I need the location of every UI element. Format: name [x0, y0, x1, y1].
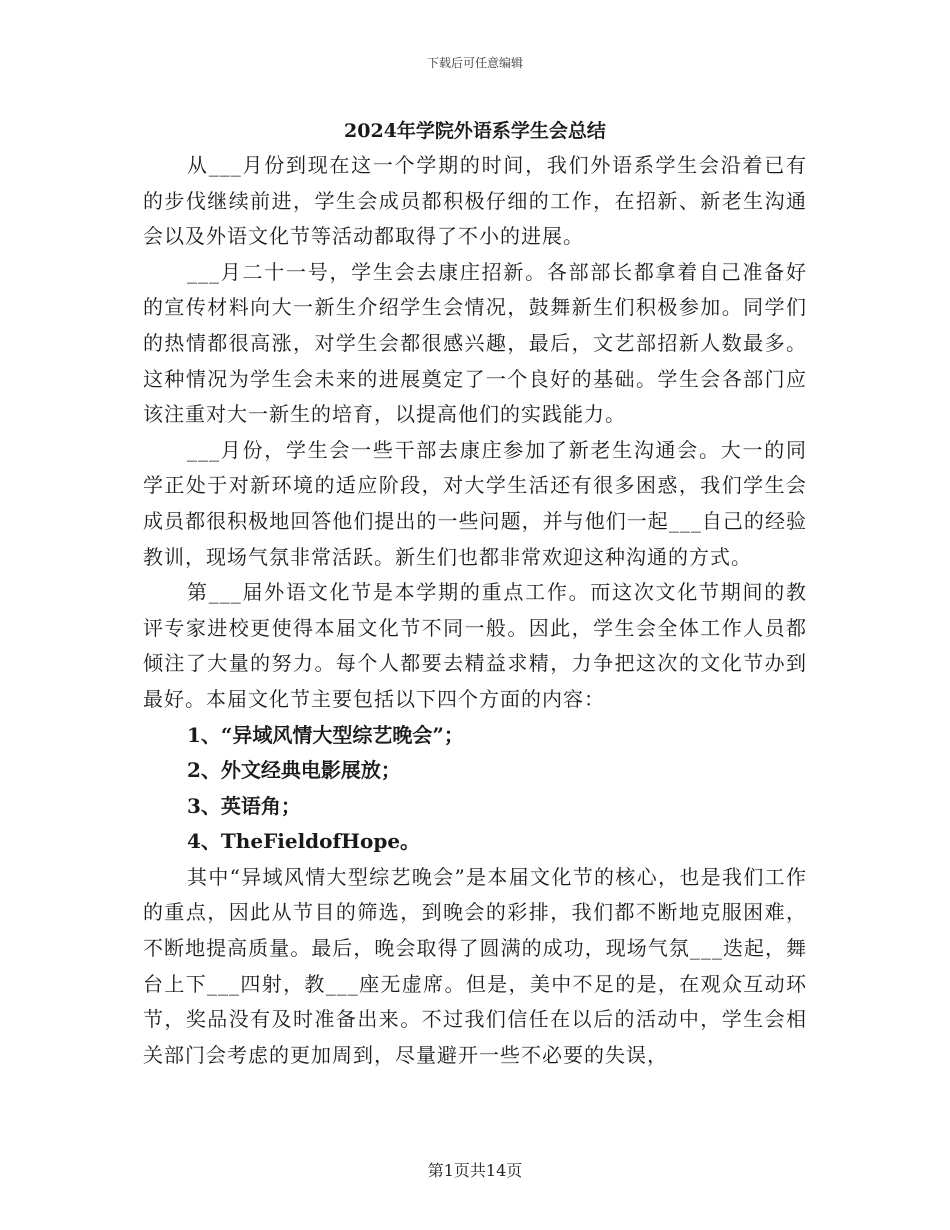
list-item: 3、英语角；	[187, 793, 301, 818]
list-item: 2、外文经典电影展放；	[187, 758, 401, 783]
paragraph: 从___月份到现在这一个学期的时间，我们外语系学生会沿着已有的步伐继续前进，学生会成员都积极仔细的工作，在招新、新老生沟通会以及外语文化节等活动都取得了不小的进展。	[143, 153, 807, 249]
list-item: 1、“异域风情大型综艺晚会”；	[187, 722, 464, 747]
list-item: 4、TheFieldofHope。	[187, 829, 421, 854]
paragraph: 第___届外语文化节是本学期的重点工作。而这次文化节期间的教评专家进校更使得本届文化节不同一般。因此，学生会全体工作人员都倾注了大量的努力。每个人都要去精益求精，力争把这次的文化节办到最好。本届文化节主要包括以下四个方面的内容：	[143, 580, 807, 711]
paragraph: ___月二十一号，学生会去康庄招新。各部部长都拿着自己准备好的宣传材料向大一新生介绍学生会情况，鼓舞新生们积极参加。同学们的热情都很高涨，对学生会都很感兴趣，最后，文艺部招新人数最多。这种情况为学生会未来的进展奠定了一个良好的基础。学生会各部门应该注重对大一新生的培育，以提高他们的实践能力。	[143, 259, 807, 427]
paragraph: ___月份，学生会一些干部去康庄参加了新老生沟通会。大一的同学正处于对新环境的适应阶段，对大学生活还有很多困惑，我们学生会成员都很积极地回答他们提出的一些问题，并与他们一起___自己的经验教训，现场气氛非常活跃。新生们也都非常欢迎这种沟通的方式。	[143, 437, 807, 569]
paragraph: 其中“异域风情大型综艺晚会”是本届文化节的核心，也是我们工作的重点，因此从节目的筛选，到晚会的彩排，我们都不断地克服困难，不断地提高质量。最后，晚会取得了圆满的成功，现场气氛___迭起，舞台上下___四射，教___座无虚席。但是，美中不足的是，在观众互动环节，奖品没有及时准备出来。不过我们信任在以后的活动中，学生会相关部门会考虑的更加周到，尽量避开一些不必要的失误，	[143, 864, 807, 1067]
document-body	[143, 148, 807, 1073]
header-note: 下载后可任意编辑	[426, 56, 523, 70]
document-title: 2024年学院外语系学生会总结	[344, 120, 606, 142]
page-number-footer: 第1页共14页	[427, 1161, 523, 1180]
